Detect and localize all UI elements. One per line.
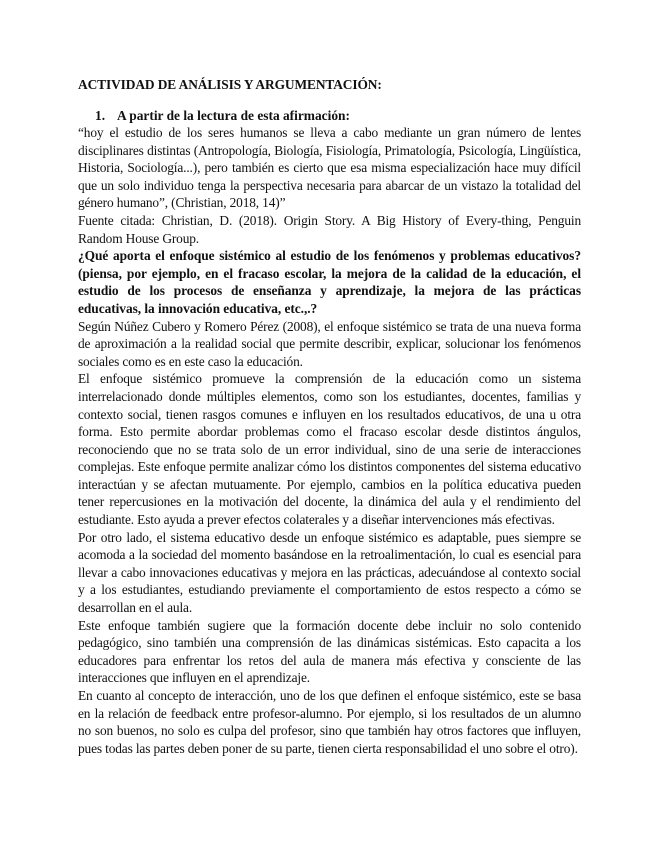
section-heading bbox=[78, 107, 581, 124]
body-paragraph-3: Por otro lado, el sistema educativo desde un enfoque sistémico es adaptable, pues siempre se acomoda a la sociedad del momento basándose en la retroalimentación, lo cual es esencial para llevar a cabo innovaciones educativas y mejora en las prácticas, adecuándose al contexto social y a los estudiantes, estudiando previamente el comportamiento de estos respecto a cómo se desarrollan en el aula. bbox=[78, 529, 581, 616]
body-paragraph-4: Este enfoque también sugiere que la formación docente debe incluir no solo contenido pedagógico, sino también una comprensión de las dinámicas sistémicas. Esto capacita a los educadores para enfrentar los retos del aula de manera más efectiva y consciente de las interacciones que influyen en el aprendizaje. bbox=[78, 617, 581, 686]
section-number: 1. bbox=[95, 108, 106, 123]
section-label: A partir de la lectura de esta afirmación: bbox=[117, 108, 350, 123]
body-paragraph-5: En cuanto al concepto de interacción, uno de los que definen el enfoque sistémico, este se basa en la relación de feedback entre profesor-alumno. Por ejemplo, si los resultados de un alumno no son buenos, no solo es culpa del profesor, sino que también hay otros factores que influyen, pues todas las partes deben poner de su parte, tienen cierta responsabilidad el uno sobre el otro). bbox=[78, 688, 581, 756]
quote-paragraph: “hoy el estudio de los seres humanos se lleva a cabo mediante un gran número de lentes disciplinares distintas (Antropología, Biología, Fisiología, Primatología, Psicología, Lingüística, Historia, Sociología...), pero también es cierto que esa misma especialización hace muy difícil que un solo individuo tenga la perspectiva necesaria para abarcar de un vistazo la totalidad del género humano”, (Christian, 2018, 14)” bbox=[78, 125, 581, 211]
body-paragraph-2: El enfoque sistémico promueve la comprensión de la educación como un sistema interrelacionado donde múltiples elementos, como son los estudiantes, docentes, familias y contexto social, tienen rasgos comunes e influyen en los resultados educativos, de una u otra forma. Esto permite abordar problemas como el fracaso escolar desde distintos ángulos, reconociendo que no se trata solo de un error individual, sino de una serie de interacciones complejas. Este enfoque permite analizar cómo los distintos componentes del sistema educativo interactúan y se afectan mutuamente. Por ejemplo, cambios en la política educativa pueden tener repercusiones en la motivación del docente, la dinámica del aula y el rendimiento del estudiante. Esto ayuda a prever efectos colaterales y a diseñar intervenciones más efectivas. bbox=[78, 371, 581, 528]
question-paragraph: ¿Qué aporta el enfoque sistémico al estudio de los fenómenos y problemas educativos? (piensa, por ejemplo, en el fracaso escolar, la mejora de la calidad de la educación, el estudio de los procesos de enseñanza y aprendizaje, la mejora de las prácticas educativas, la innovación educativa, etc.,.? bbox=[78, 248, 581, 316]
body-paragraph-1: Según Núñez Cubero y Romero Pérez (2008), el enfoque sistémico se trata de una nueva forma de aproximación a la realidad social que permite describir, explicar, solucionar los fenómenos sociales como es en este caso la educación. bbox=[78, 318, 581, 369]
source-citation: Fuente citada: Christian, D. (2018). Origin Story. A Big History of Every-thing, Penguin Random House Group. bbox=[78, 212, 581, 246]
document-title: ACTIVIDAD DE ANÁLISIS Y ARGUMENTACIÓN: bbox=[78, 77, 382, 92]
